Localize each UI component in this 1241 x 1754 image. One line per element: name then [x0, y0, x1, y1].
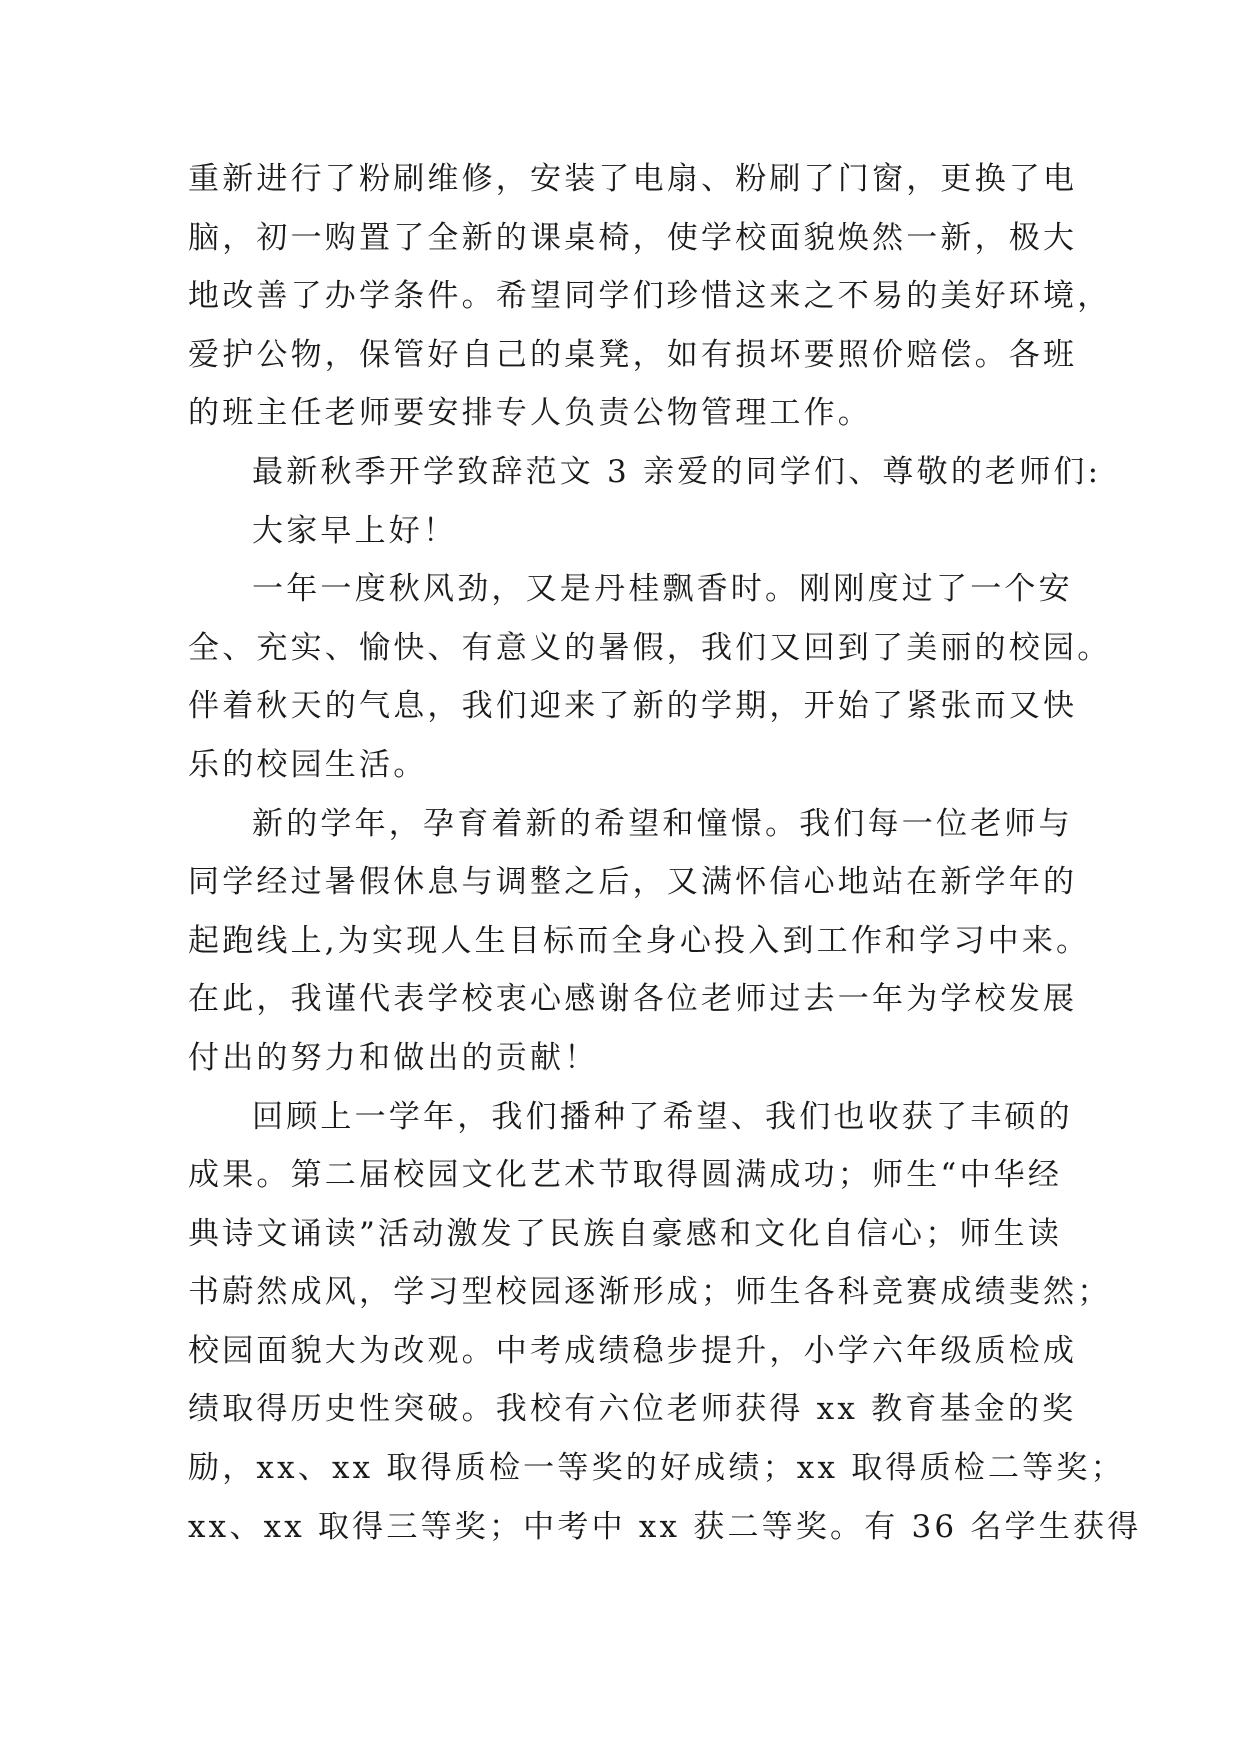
text-line: 成果。第二届校园文化艺术节取得圆满成功；师生“中华经 [188, 1157, 1063, 1194]
text-line: 的班主任老师要安排专人负责公物管理工作。 [188, 395, 872, 432]
document-body [188, 150, 1142, 1556]
text-line: 重新进行了粉刷维修，安装了电扇、粉刷了门窗，更换了电 [188, 161, 1078, 197]
text-line: 大家早上好！ [252, 512, 458, 549]
text-line: 励，xx、xx 取得质检一等奖的好成绩；xx 取得质检二等奖； [188, 1450, 1125, 1487]
text-line: 一年一度秋风劲，又是丹桂飘香时。刚刚度过了一个安 [252, 571, 1073, 608]
text-line: 绩取得历史性突破。我校有六位老师获得 xx 教育基金的奖 [188, 1391, 1077, 1428]
text-line: 乐的校园生活。 [188, 746, 428, 783]
text-line: 爱护公物，保管好自己的桌凳，如有损坏要照价赔偿。各班 [188, 336, 1078, 373]
text-line: 在此，我谨代表学校衷心感谢各位老师过去一年为学校发展 [188, 981, 1078, 1018]
text-line: 典诗文诵读”活动激发了民族自豪感和文化自信心；师生读 [188, 1215, 1063, 1252]
text-line: 地改善了办学条件。希望同学们珍惜这来之不易的美好环境， [188, 278, 1112, 315]
text-line: 全、充实、愉快、有意义的暑假，我们又回到了美丽的校园。 [188, 629, 1112, 666]
text-line: xx、xx 取得三等奖；中考中 xx 获二等奖。有 36 名学生获得 [188, 1508, 1142, 1545]
text-line: 脑，初一购置了全新的课桌椅，使学校面貌焕然一新，极大 [188, 219, 1078, 256]
text-line: 校园面貌大为改观。中考成绩稳步提升，小学六年级质检成 [188, 1332, 1078, 1369]
text-line: 新的学年，孕育着新的希望和憧憬。我们每一位老师与 [252, 805, 1073, 842]
text-line: 书蔚然成风，学习型校园逐渐形成；师生各科竞赛成绩斐然； [188, 1274, 1112, 1311]
text-line: 付出的努力和做出的贡献！ [188, 1039, 599, 1076]
text-line: 回顾上一学年，我们播种了希望、我们也收获了丰硕的 [252, 1098, 1073, 1135]
text-line: 起跑线上,为实现人生目标而全身心投入到工作和学习中来。 [188, 922, 1091, 959]
text-line: 最新秋季开学致辞范文 3 亲爱的同学们、尊敬的老师们: [252, 453, 1102, 490]
text-line: 伴着秋天的气息，我们迎来了新的学期，开始了紧张而又快 [188, 688, 1078, 725]
text-line: 同学经过暑假休息与调整之后，又满怀信心地站在新学年的 [188, 864, 1078, 901]
